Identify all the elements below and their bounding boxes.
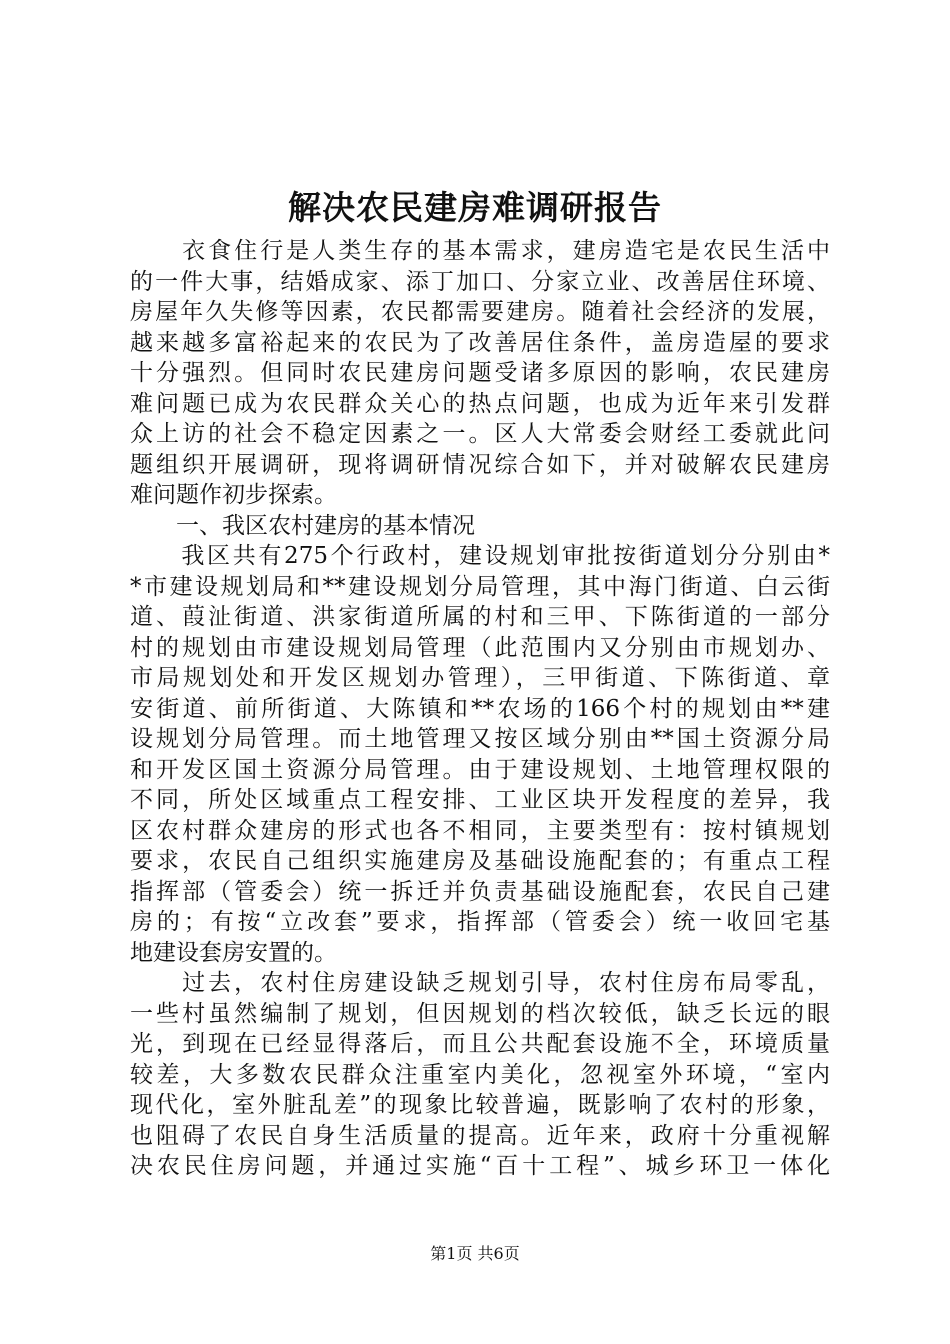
body-line: 道、葭沚街道、洪家街道所属的村和三甲、下陈街道的一部分 <box>130 604 830 630</box>
section-heading: 一、我区农村建房的基本情况 <box>130 512 475 539</box>
body-line: 过去，农村住房建设缺乏规划引导，农村住房布局零乱， <box>130 970 830 996</box>
body-line: 的一件大事，结婚成家、添丁加口、分家立业、改善居住环境、 <box>130 268 830 295</box>
body-line: *市建设规划局和**建设规划分局管理，其中海门街道、白云街 <box>130 573 830 600</box>
body-line: 越来越多富裕起来的农民为了改善居住条件，盖房造屋的要求 <box>130 329 830 356</box>
body-line: 题组织开展调研，现将调研情况综合如下，并对破解农民建房 <box>130 451 830 478</box>
body-line: 安街道、前所街道、大陈镇和**农场的166个村的规划由**建 <box>130 695 830 722</box>
body-line: 指挥部（管委会）统一拆迁并负责基础设施配套，农民自己建 <box>130 878 830 905</box>
body-line: 难问题已成为农民群众关心的热点问题，也成为近年来引发群 <box>130 390 830 417</box>
body-line: 我区共有275个行政村，建设规划审批按街道划分分别由* <box>130 543 830 569</box>
body-line: 也阻碍了农民自身生活质量的提高。近年来，政府十分重视解 <box>130 1122 830 1149</box>
body-line: 房屋年久失修等因素，农民都需要建房。随着社会经济的发展， <box>130 299 830 325</box>
body-line: 现代化，室外脏乱差”的现象比较普遍，既影响了农村的形象， <box>130 1092 830 1118</box>
body-line: 区农村群众建房的形式也各不相同，主要类型有：按村镇规划 <box>130 817 830 844</box>
body-line: 难问题作初步探索。 <box>130 482 337 508</box>
body-line: 决农民住房问题，并通过实施“百十工程”、城乡环卫一体化 <box>130 1153 830 1179</box>
document-body <box>130 236 830 1182</box>
body-line: 和开发区国土资源分局管理。由于建设规划、土地管理权限的 <box>130 756 830 783</box>
body-line: 衣食住行是人类生存的基本需求，建房造宅是农民生活中 <box>130 238 830 264</box>
page-number-footer: 第1页 共6页 <box>430 1244 520 1263</box>
body-line: 不同，所处区域重点工程安排、工业区块开发程度的差异，我 <box>130 787 830 813</box>
document-title: 解决农民建房难调研报告 <box>288 188 662 227</box>
body-line: 光，到现在已经显得落后，而且公共配套设施不全，环境质量 <box>130 1031 830 1057</box>
body-line: 村的规划由市建设规划局管理（此范围内又分别由市规划办、 <box>130 634 830 661</box>
body-line: 十分强烈。但同时农民建房问题受诸多原因的影响，农民建房 <box>130 360 830 386</box>
body-line: 要求，农民自己组织实施建房及基础设施配套的；有重点工程 <box>130 848 830 874</box>
body-line: 地建设套房安置的。 <box>130 939 337 966</box>
body-line: 市局规划处和开发区规划办管理），三甲街道、下陈街道、章 <box>130 665 830 691</box>
body-line: 房的；有按“立改套”要求，指挥部（管委会）统一收回宅基 <box>130 909 830 935</box>
body-line: 众上访的社会不稳定因素之一。区人大常委会财经工委就此问 <box>130 421 830 447</box>
body-line: 较差，大多数农民群众注重室内美化，忽视室外环境，“室内 <box>130 1061 830 1088</box>
body-line: 一些村虽然编制了规划，但因规划的档次较低，缺乏长远的眼 <box>130 1000 830 1027</box>
body-line: 设规划分局管理。而土地管理又按区域分别由**国土资源分局 <box>130 726 830 752</box>
